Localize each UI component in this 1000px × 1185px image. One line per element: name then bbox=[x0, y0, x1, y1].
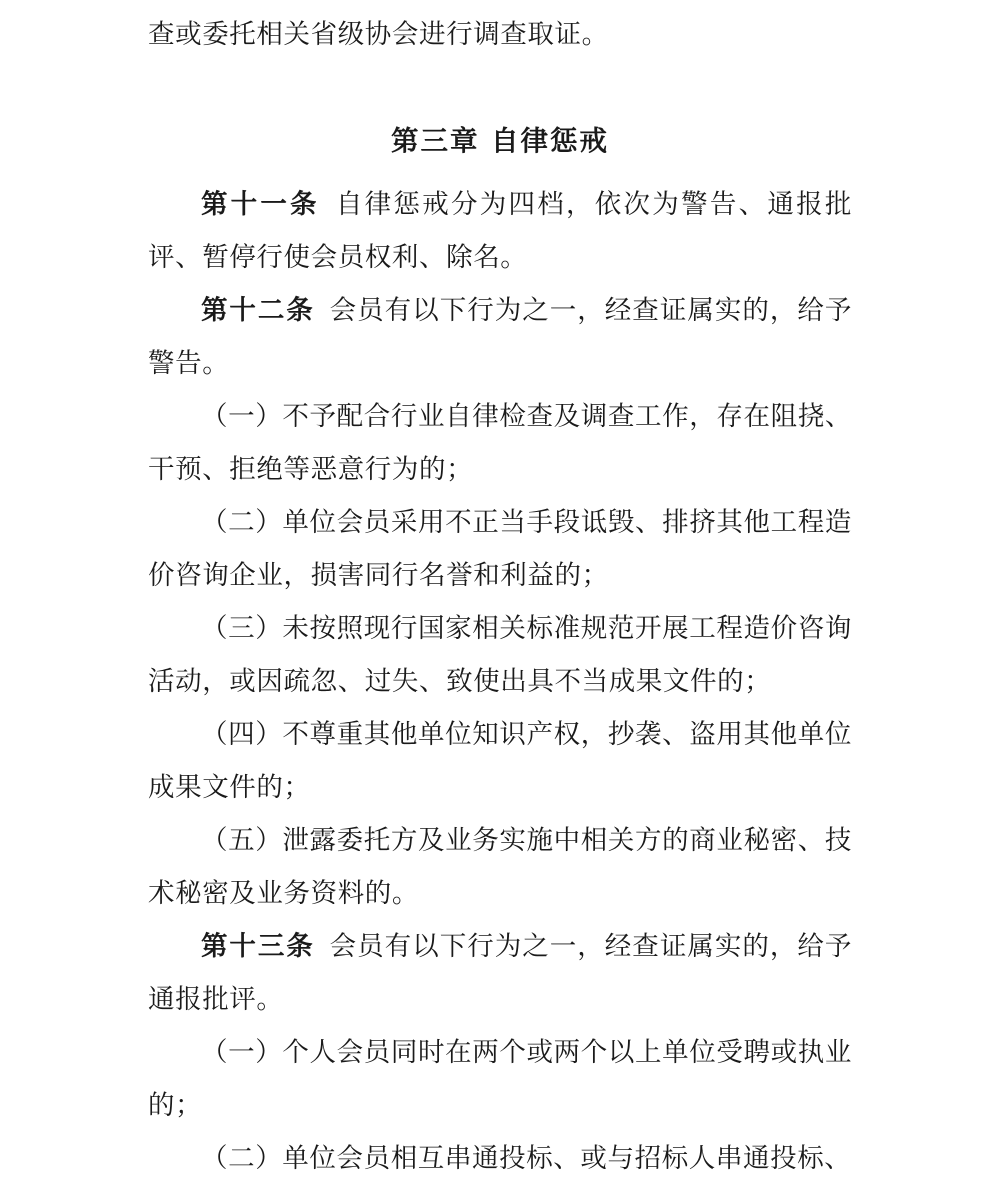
article-text: 会员有以下行为之一，经查证属实的，给予通报批评。 bbox=[148, 931, 853, 1015]
top-spacer bbox=[148, 0, 852, 8]
article-item: （三）未按照现行国家相关标准规范开展工程造价咨询活动，或因疏忽、过失、致使出具不当成果文件的； bbox=[148, 613, 852, 697]
article-text: 会员有以下行为之一，经查证属实的，给予警告。 bbox=[148, 295, 853, 379]
heading-spacer-before bbox=[148, 61, 852, 115]
continuation-paragraph: 查或委托相关省级协会进行调查取证。 bbox=[148, 19, 609, 50]
article-item: （四）不尊重其他单位知识产权，抄袭、盗用其他单位成果文件的； bbox=[148, 719, 852, 803]
article-paragraph bbox=[148, 920, 852, 1026]
article-item: （二）单位会员相互串通投标、或与招标人串通投标、 bbox=[201, 1143, 852, 1174]
article-item: （一）不予配合行业自律检查及调查工作，存在阻挠、干预、拒绝等恶意行为的； bbox=[148, 401, 852, 485]
heading-spacer-after bbox=[148, 168, 852, 178]
article-label: 第十二条 bbox=[201, 295, 315, 326]
article-item: （二）单位会员采用不正当手段诋毁、排挤其他工程造价咨询企业，损害同行名誉和利益的； bbox=[148, 507, 852, 591]
article-label: 第十三条 bbox=[201, 931, 315, 962]
article-item: （一）个人会员同时在两个或两个以上单位受聘或执业的； bbox=[148, 1037, 852, 1121]
article-paragraph bbox=[148, 284, 852, 390]
article-paragraph bbox=[148, 178, 852, 284]
article-item: （五）泄露委托方及业务实施中相关方的商业秘密、技术秘密及业务资料的。 bbox=[148, 825, 852, 909]
article-text: 自律惩戒分为四档，依次为警告、通报批评、暂停行使会员权利、除名。 bbox=[148, 189, 852, 273]
chapter-heading: 第三章 自律惩戒 bbox=[390, 125, 610, 157]
article-label: 第十一条 bbox=[201, 189, 320, 220]
